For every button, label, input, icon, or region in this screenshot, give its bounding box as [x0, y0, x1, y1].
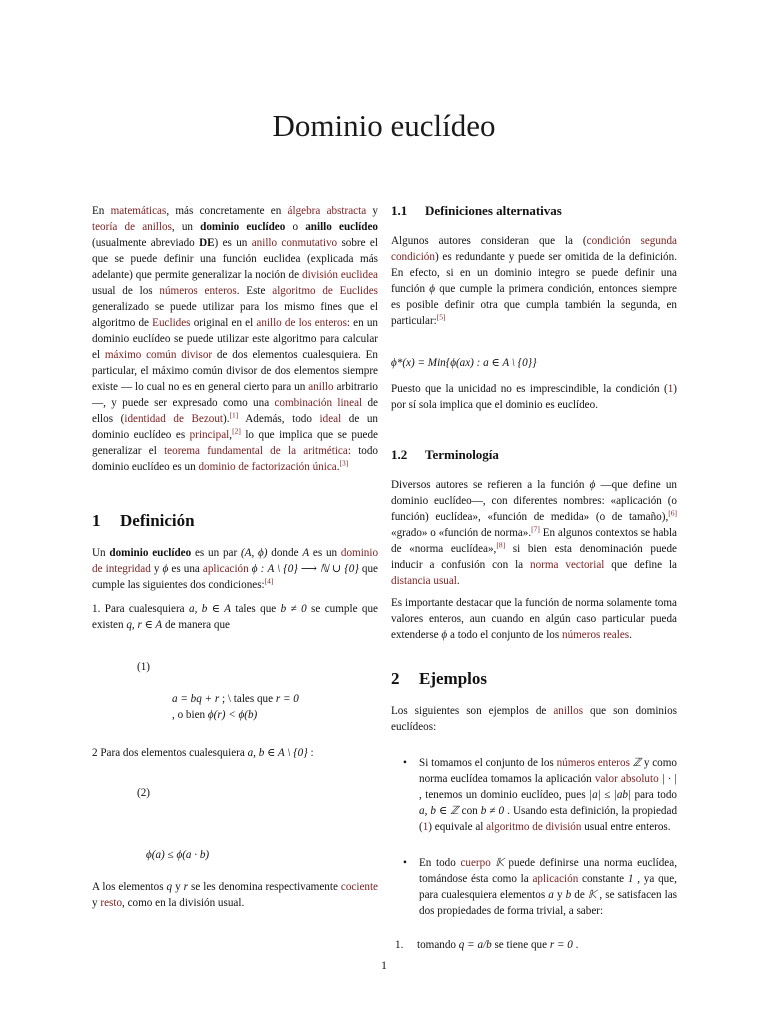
list-item: 1. tomando q = a/b se tiene que r = 0 .: [391, 937, 677, 953]
intro-paragraph: En matemáticas, más concretamente en álgebra abstracta y teoría de anillos, un dominio euclídeo o anillo euclídeo (usualmente abreviado DE) es un anillo conmutativo sobre el que se puede definir una función euclidea (explicada más adelante) que permite generalizar la noción de división euclidea usual de los números enteros. Este algoritmo de Euclides generalizado se puede utilizar para los mismo fines que el algoritmo de Euclides original en el anillo de los enteros: en un dominio euclídeo se puede utilizar este algoritmo para calcular el máximo común divisor de dos elementos cualesquiera. En particular, el máximo común divisor de dos elementos siempre existe — lo cual no es en general cierto para un anillo arbitrario—, y puede ser expresado como una combinación lineal de ellos (identidad de Bezout).[1] Además, todo ideal de un dominio euclídeo es principal,[2] lo que implica que se puede generalizar el teorema fundamental de la aritmética: todo dominio euclídeo es un dominio de factorización única.[3]: [92, 205, 379, 473]
link-principal[interactable]: principal: [189, 429, 230, 441]
link-cuerpo[interactable]: cuerpo: [460, 857, 491, 869]
reference-5[interactable]: [5]: [436, 312, 446, 322]
page-title: Dominio euclídeo: [272, 108, 496, 143]
link-maximo-comun-divisor[interactable]: máximo común divisor: [104, 349, 213, 361]
link-propiedad-1[interactable]: 1: [422, 821, 429, 833]
section-1-1-heading: 1.1 Definiciones alternativas: [391, 203, 562, 218]
link-euclides[interactable]: Euclides: [152, 317, 191, 329]
link-teoria-de-anillos[interactable]: teoría de anillos: [92, 221, 172, 233]
section-1-2-heading: 1.2 Terminología: [391, 447, 499, 462]
link-dominio-factorizacion-unica[interactable]: dominio de factorización única: [198, 461, 337, 473]
link-anillo-conmutativo[interactable]: anillo conmutativo: [251, 237, 338, 249]
list-item: • Si tomamos el conjunto de los números enteros ℤ y como norma euclídea tomamos la aplicación valor absoluto | · | , tenemos un dominio euclídeo, pues |a| ≤ |ab| para todo a, b ∈ ℤ con b ≠ 0 . Usando esta definición, la propiedad (1) equivale al algoritmo de división usual entre enteros.: [391, 755, 677, 835]
list-item: • En todo cuerpo 𝕂 puede definirse una norma euclídea, tomándose ésta como la aplicación constante 1 , ya que, para cualesquiera elementos a y b de 𝕂 , se satisfacen las dos propiedades de forma trivial, a saber:: [391, 855, 677, 919]
link-norma-vectorial[interactable]: norma vectorial: [530, 559, 605, 571]
equation-phi-star: ϕ*(x) = Min{ϕ(ax) : a ∈ A \ {0}}: [391, 357, 537, 369]
quotient-remainder-paragraph: A los elementos q y r se les denomina respectivamente cociente y resto, como en la división usual.: [92, 881, 379, 909]
condition-2: 2 Para dos elementos cualesquiera a, b ∈ A \ {0} :: [92, 747, 314, 759]
equation-1-label: (1): [137, 661, 150, 673]
enum-number: 1.: [395, 939, 404, 951]
link-aplicacion[interactable]: aplicación: [202, 563, 249, 575]
link-numeros-reales[interactable]: números reales: [562, 629, 630, 641]
norm-values-paragraph: Es importante destacar que la función de norma solamente toma valores enteros, aun cuando en algún caso particular pueda extenderse ϕ a todo el conjunto de los números reales.: [391, 597, 677, 641]
right-column: [391, 203, 677, 953]
link-matematicas[interactable]: matemáticas: [110, 205, 167, 217]
link-identidad-de-bezout[interactable]: identidad de Bezout: [124, 413, 224, 425]
link-algoritmo-de-division[interactable]: algoritmo de división: [486, 821, 582, 833]
link-numeros-enteros-z[interactable]: números enteros: [556, 757, 630, 769]
bullet-icon: •: [403, 857, 407, 869]
left-column: [92, 203, 378, 911]
link-anillo[interactable]: anillo: [308, 381, 334, 393]
examples-intro: Los siguientes son ejemplos de anillos que son dominios euclídeos:: [391, 705, 677, 733]
section-1-heading: 1 Definición: [92, 511, 195, 530]
reference-6[interactable]: [6]: [668, 508, 677, 518]
reference-7[interactable]: [7]: [531, 524, 540, 534]
equation-2: ϕ(a) ≤ ϕ(a · b): [146, 849, 210, 861]
link-resto[interactable]: resto: [100, 897, 123, 909]
link-numeros-enteros[interactable]: números enteros: [159, 285, 237, 297]
reference-3[interactable]: [3]: [339, 458, 349, 468]
definition-paragraph: Un dominio euclídeo es un par (A, ϕ) donde A es un dominio de integridad y ϕ es una aplicación ϕ : A \ {0} ⟶ ℕ ∪ {0} que cumple las siguientes dos condiciones:[4]: [92, 547, 379, 591]
link-algoritmo-de-euclides[interactable]: algoritmo de Euclides: [272, 285, 379, 297]
link-aplicacion-constante[interactable]: aplicación: [532, 873, 579, 885]
page-number: 1: [381, 960, 387, 972]
link-anillo-de-los-enteros[interactable]: anillo de los enteros: [256, 317, 347, 329]
link-teorema-fundamental[interactable]: teorema fundamental de la aritmética: [164, 445, 348, 457]
reference-4[interactable]: [4]: [264, 576, 274, 586]
condition-1: 1. Para cualesquiera a, b ∈ A tales que b ≠ 0 se cumple que existen q, r ∈ A de manera que: [92, 603, 378, 631]
link-anillos[interactable]: anillos: [553, 705, 584, 717]
link-combinacion-lineal[interactable]: combinación lineal: [274, 397, 363, 409]
section-2-heading: 2 Ejemplos: [391, 669, 487, 688]
link-ideal[interactable]: ideal: [319, 413, 342, 425]
reference-8[interactable]: [8]: [496, 540, 506, 550]
link-dominio-de-integridad[interactable]: dominio de integridad: [92, 547, 379, 575]
link-division-euclidea[interactable]: división euclidea: [302, 269, 378, 281]
reference-2[interactable]: [2]: [232, 426, 241, 436]
reference-1[interactable]: [1]: [229, 410, 239, 420]
bullet-icon: •: [403, 757, 407, 769]
alternative-definitions-paragraph: Algunos autores consideran que la (condición segunda condición) es redundante y puede ser omitida de la definición. En efecto, si en un dominio integro se puede definir una función ϕ que cumple la primera condición, entonces siempre es posible definir otra que cumpla también la segunda, en particular:[5]: [391, 235, 677, 327]
link-distancia-usual[interactable]: distancia usual: [391, 575, 457, 587]
link-algebra-abstracta[interactable]: álgebra abstracta: [287, 205, 367, 217]
equation-2-label: (2): [137, 787, 150, 799]
link-condicion-segunda[interactable]: condición segunda condición: [391, 235, 677, 263]
uniqueness-paragraph: Puesto que la unicidad no es imprescindible, la condición (1) por sí sola implica que el dominio es euclídeo.: [391, 383, 677, 411]
link-valor-absoluto[interactable]: valor absoluto: [594, 773, 659, 785]
equation-1: a = bq + r ; \ tales que r = 0 , o bien ϕ(r) < ϕ(b): [172, 693, 299, 721]
link-cociente[interactable]: cociente: [340, 881, 379, 893]
terminology-paragraph: Diversos autores se refieren a la función ϕ —que define un dominio euclídeo—, con diferentes nombres: «aplicación (o función) euclídea», «función de medida» (o de tamaño),[6] «grado» o «función de norma».[7] En algunos contextos se habla de «norma euclídea»,[8] si bien esta denominación puede inducir a confusión con la norma vectorial que define la distancia usual.: [391, 479, 677, 587]
link-condicion-1[interactable]: 1: [667, 383, 674, 395]
